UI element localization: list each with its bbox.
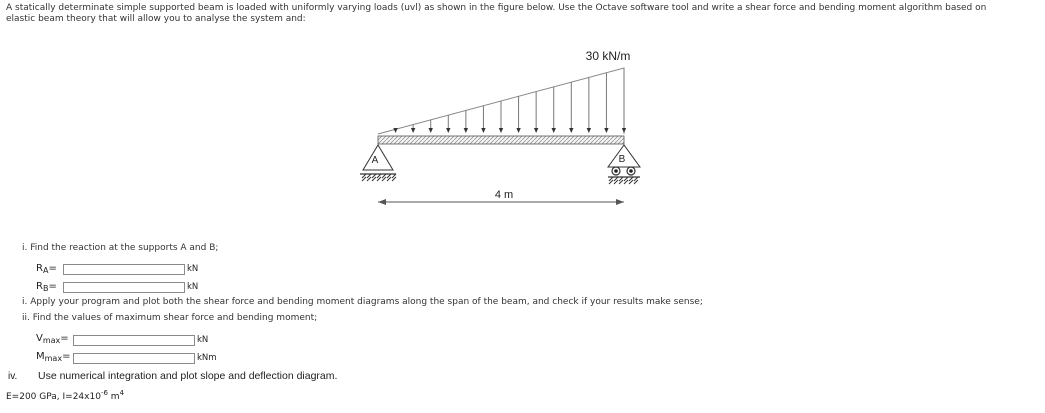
material-properties: E=200 GPa, $I=24x10^{-6}$ $m^4$ bbox=[6, 389, 125, 402]
load-arrow-head bbox=[552, 128, 556, 133]
part-iv-text: Use numerical integration and plot slope and deflection diagram. bbox=[38, 370, 338, 382]
mmax-unit: kNm bbox=[197, 353, 217, 363]
rb-input[interactable] bbox=[63, 282, 185, 293]
mmax-input[interactable] bbox=[73, 353, 195, 364]
load-arrow-head bbox=[604, 128, 608, 133]
rb-symbol: $R_B=$ bbox=[36, 281, 57, 293]
ra-unit: kN bbox=[187, 264, 199, 274]
beam-diagram bbox=[350, 40, 650, 215]
vmax-unit: kN bbox=[197, 335, 209, 345]
ra-symbol: $R_A=$ bbox=[36, 263, 57, 275]
load-arrow-head bbox=[534, 128, 538, 133]
support-b-label: B bbox=[618, 154, 626, 165]
mmax-symbol: $M_{max}=$ bbox=[36, 351, 71, 363]
load-arrow-head bbox=[481, 128, 485, 133]
load-arrow-head bbox=[622, 128, 626, 133]
load-intensity-label: 30 kN/m bbox=[585, 49, 631, 63]
load-arrow-head bbox=[499, 128, 503, 133]
beam bbox=[378, 136, 624, 144]
load-arrow-head bbox=[587, 128, 591, 133]
distributed-load bbox=[378, 68, 626, 134]
part-ii-text: i. Apply your program and plot both the shear force and bending moment diagrams along the span of the beam, and check if your results make sense; bbox=[22, 297, 703, 307]
load-arrow-head bbox=[446, 128, 450, 133]
load-arrow-head bbox=[411, 128, 415, 133]
vmax-input[interactable] bbox=[73, 335, 195, 346]
load-arrow-head bbox=[393, 128, 397, 133]
rb-unit: kN bbox=[187, 282, 199, 292]
ra-input[interactable] bbox=[63, 264, 185, 275]
vmax-symbol: $V_{max}=$ bbox=[36, 333, 69, 345]
support-a-label: A bbox=[371, 155, 379, 166]
problem-statement: A statically determinate simple supported beam is loaded with uniformly varying loads (uvl) as shown in the figure below. Use the Octave software tool and write a shear force and bending moment algorithm based on elastic beam theory that will allow you to analyse the system and: bbox=[6, 3, 987, 24]
load-arrow-head bbox=[464, 128, 468, 133]
part-i-text: i. Find the reaction at the supports A and B; bbox=[22, 243, 219, 253]
span-length-label: 4 m bbox=[494, 189, 514, 201]
load-arrow-head bbox=[569, 128, 573, 133]
part-iii-text: ii. Find the values of maximum shear force and bending moment; bbox=[22, 313, 318, 323]
part-iv-number: iv. bbox=[8, 371, 18, 382]
load-arrow-head bbox=[429, 128, 433, 133]
load-arrow-head bbox=[516, 128, 520, 133]
